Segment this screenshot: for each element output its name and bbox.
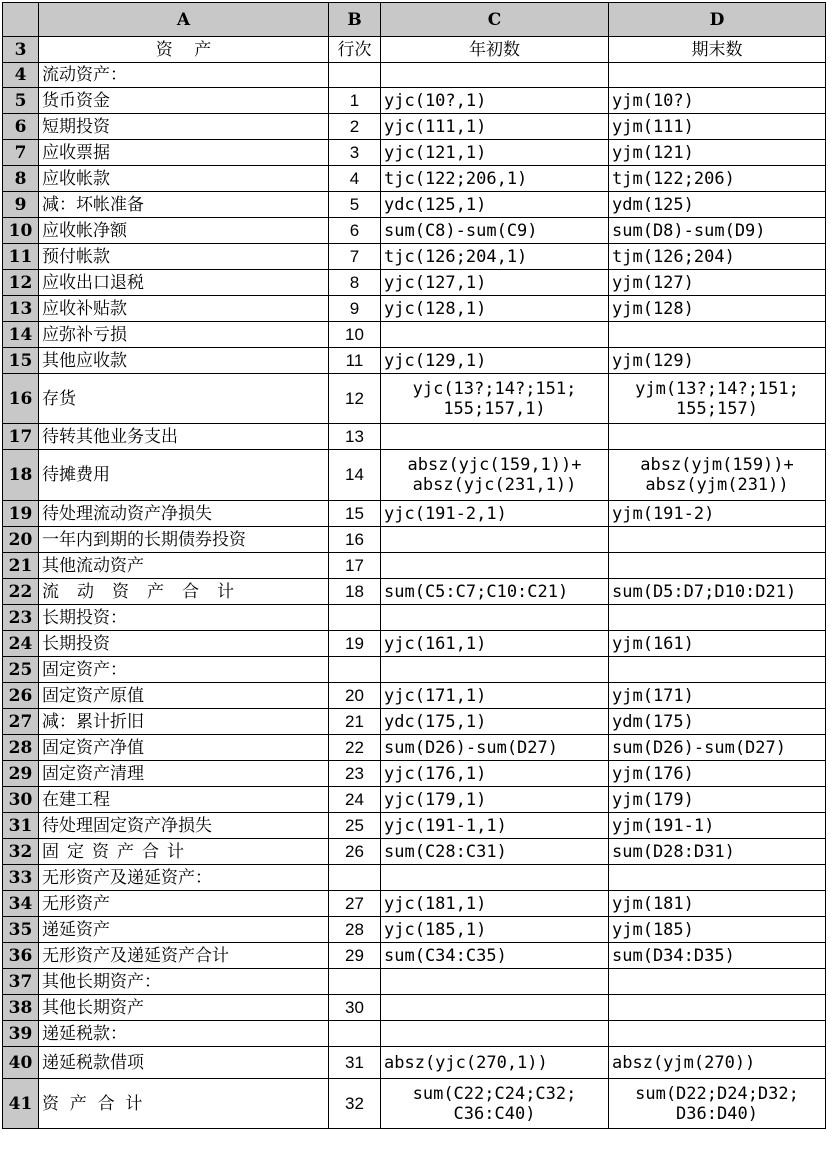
row-header[interactable]: 6: [3, 114, 39, 140]
cell-item-name[interactable]: 其他长期资产: [39, 995, 329, 1021]
cell-item-name[interactable]: 长期投资：: [39, 605, 329, 631]
cell-opening-balance[interactable]: [381, 1021, 609, 1047]
cell-opening-balance[interactable]: [381, 995, 609, 1021]
row-header[interactable]: 19: [3, 501, 39, 527]
cell-item-name[interactable]: 无形资产: [39, 891, 329, 917]
cell-line-number[interactable]: 13: [329, 424, 381, 450]
row-header[interactable]: 27: [3, 709, 39, 735]
table-row: [3, 424, 826, 450]
cell-closing-balance[interactable]: sum(D28:D31): [609, 839, 826, 865]
row-header[interactable]: 9: [3, 192, 39, 218]
cell-line-number[interactable]: 12: [329, 374, 381, 424]
cell-opening-balance[interactable]: yjc(171,1): [381, 683, 609, 709]
cell-item-name[interactable]: 固定资产合计: [39, 839, 329, 865]
table-row: [3, 1047, 826, 1079]
row-header[interactable]: 15: [3, 348, 39, 374]
select-all-corner[interactable]: [3, 3, 39, 37]
cell-line-number[interactable]: 24: [329, 787, 381, 813]
cell-line-number[interactable]: 28: [329, 917, 381, 943]
cell-closing-balance[interactable]: yjm(129): [609, 348, 826, 374]
table-row: [3, 244, 826, 270]
sheet-rows: [3, 37, 826, 1129]
cell-closing-balance[interactable]: ydm(175): [609, 709, 826, 735]
cell-line-number[interactable]: 7: [329, 244, 381, 270]
cell-line-number[interactable]: 29: [329, 943, 381, 969]
cell-line-number[interactable]: 1: [329, 88, 381, 114]
cell-closing-balance[interactable]: yjm(127): [609, 270, 826, 296]
row-header[interactable]: 5: [3, 88, 39, 114]
table-row: [3, 865, 826, 891]
cell-line-number[interactable]: 18: [329, 579, 381, 605]
cell-line-number[interactable]: 2: [329, 114, 381, 140]
cell-opening-balance[interactable]: [381, 527, 609, 553]
row-header[interactable]: 21: [3, 553, 39, 579]
column-header-a[interactable]: A: [39, 3, 329, 37]
cell-opening-balance[interactable]: yjc(129,1): [381, 348, 609, 374]
cell-item-name[interactable]: 应收帐净额: [39, 218, 329, 244]
cell-opening-balance[interactable]: [381, 657, 609, 683]
row-header[interactable]: 31: [3, 813, 39, 839]
cell-closing-balance[interactable]: [609, 63, 826, 88]
cell-line-number[interactable]: 6: [329, 218, 381, 244]
table-row: [3, 709, 826, 735]
table-row: [3, 296, 826, 322]
cell-opening-balance[interactable]: [381, 605, 609, 631]
table-row: [3, 322, 826, 348]
row-header[interactable]: 35: [3, 917, 39, 943]
cell-opening-balance[interactable]: yjc(191-1,1): [381, 813, 609, 839]
row-header[interactable]: 3: [3, 37, 39, 63]
table-row: [3, 631, 826, 657]
cell-opening-balance[interactable]: sum(C28:C31): [381, 839, 609, 865]
cell-line-number[interactable]: [329, 605, 381, 631]
cell-item-name[interactable]: 资 产 合 计: [39, 1079, 329, 1129]
cell-item-name[interactable]: 无形资产及递延资产合计: [39, 943, 329, 969]
cell-opening-balance[interactable]: yjc(161,1): [381, 631, 609, 657]
cell-closing-balance[interactable]: 期末数: [609, 37, 826, 63]
cell-item-name[interactable]: 待处理流动资产净损失: [39, 501, 329, 527]
table-row: [3, 995, 826, 1021]
row-header[interactable]: 4: [3, 63, 39, 88]
cell-closing-balance[interactable]: yjm(185): [609, 917, 826, 943]
cell-closing-balance[interactable]: tjm(122;206): [609, 166, 826, 192]
table-row: [3, 553, 826, 579]
cell-item-name[interactable]: 在建工程: [39, 787, 329, 813]
cell-item-name[interactable]: 递延税款：: [39, 1021, 329, 1047]
table-row: [3, 166, 826, 192]
cell-opening-balance[interactable]: yjc(181,1): [381, 891, 609, 917]
cell-item-name[interactable]: 货币资金: [39, 88, 329, 114]
row-header[interactable]: 16: [3, 374, 39, 424]
table-row: [3, 450, 826, 501]
cell-line-number[interactable]: 32: [329, 1079, 381, 1129]
cell-line-number[interactable]: 11: [329, 348, 381, 374]
cell-opening-balance[interactable]: yjc(179,1): [381, 787, 609, 813]
balance-sheet-grid: [2, 2, 826, 1129]
cell-item-name[interactable]: 固定资产原值: [39, 683, 329, 709]
table-row: [3, 917, 826, 943]
row-header[interactable]: 39: [3, 1021, 39, 1047]
cell-line-number[interactable]: 4: [329, 166, 381, 192]
table-row: [3, 891, 826, 917]
cell-line-number[interactable]: 22: [329, 735, 381, 761]
table-row: [3, 374, 826, 424]
cell-item-name[interactable]: 其他长期资产：: [39, 969, 329, 995]
row-header[interactable]: 13: [3, 296, 39, 322]
row-header[interactable]: 25: [3, 657, 39, 683]
table-row: [3, 969, 826, 995]
row-header[interactable]: 10: [3, 218, 39, 244]
cell-closing-balance[interactable]: [609, 527, 826, 553]
cell-line-number[interactable]: 20: [329, 683, 381, 709]
row-header[interactable]: 8: [3, 166, 39, 192]
cell-line-number[interactable]: 15: [329, 501, 381, 527]
cell-item-name[interactable]: 流动资产：: [39, 63, 329, 88]
cell-closing-balance[interactable]: [609, 1021, 826, 1047]
cell-opening-balance[interactable]: sum(C34:C35): [381, 943, 609, 969]
cell-item-name[interactable]: 递延税款借项: [39, 1047, 329, 1079]
cell-item-name[interactable]: 固定资产净值: [39, 735, 329, 761]
cell-closing-balance[interactable]: sum(D8)-sum(D9): [609, 218, 826, 244]
table-row: [3, 813, 826, 839]
cell-item-name[interactable]: 无形资产及递延资产：: [39, 865, 329, 891]
cell-line-number[interactable]: 16: [329, 527, 381, 553]
row-header[interactable]: 14: [3, 322, 39, 348]
cell-item-name[interactable]: 应收票据: [39, 140, 329, 166]
row-header[interactable]: 37: [3, 969, 39, 995]
row-header[interactable]: 12: [3, 270, 39, 296]
row-header[interactable]: 33: [3, 865, 39, 891]
cell-line-number[interactable]: 25: [329, 813, 381, 839]
cell-closing-balance[interactable]: sum(D26)-sum(D27): [609, 735, 826, 761]
cell-opening-balance[interactable]: yjc(111,1): [381, 114, 609, 140]
row-header[interactable]: 23: [3, 605, 39, 631]
cell-closing-balance[interactable]: yjm(13?;14?;151; 155;157): [609, 374, 826, 424]
cell-closing-balance[interactable]: sum(D34:D35): [609, 943, 826, 969]
table-row: [3, 761, 826, 787]
cell-item-name[interactable]: 固定资产清理: [39, 761, 329, 787]
cell-line-number[interactable]: 5: [329, 192, 381, 218]
cell-item-name[interactable]: 一年内到期的长期债券投资: [39, 527, 329, 553]
cell-line-number[interactable]: 23: [329, 761, 381, 787]
row-header[interactable]: 32: [3, 839, 39, 865]
cell-closing-balance[interactable]: yjm(128): [609, 296, 826, 322]
cell-opening-balance[interactable]: yjc(10?,1): [381, 88, 609, 114]
cell-closing-balance[interactable]: absz(yjm(159))+ absz(yjm(231)): [609, 450, 826, 501]
cell-closing-balance[interactable]: [609, 424, 826, 450]
cell-line-number[interactable]: [329, 865, 381, 891]
table-row: [3, 192, 826, 218]
cell-item-name[interactable]: 流动资产合计: [39, 579, 329, 605]
cell-opening-balance[interactable]: [381, 322, 609, 348]
cell-closing-balance[interactable]: yjm(191-2): [609, 501, 826, 527]
table-row: [3, 943, 826, 969]
cell-opening-balance[interactable]: ydc(125,1): [381, 192, 609, 218]
table-row: [3, 218, 826, 244]
row-header[interactable]: 34: [3, 891, 39, 917]
cell-line-number[interactable]: 31: [329, 1047, 381, 1079]
table-row: [3, 787, 826, 813]
table-row: [3, 735, 826, 761]
cell-closing-balance[interactable]: yjm(179): [609, 787, 826, 813]
cell-item-name[interactable]: 固定资产：: [39, 657, 329, 683]
cell-opening-balance[interactable]: absz(yjc(159,1))+ absz(yjc(231,1)): [381, 450, 609, 501]
cell-opening-balance[interactable]: 年初数: [381, 37, 609, 63]
cell-line-number[interactable]: 19: [329, 631, 381, 657]
cell-item-name[interactable]: 应收出口退税: [39, 270, 329, 296]
table-row: [3, 501, 826, 527]
table-row: [3, 88, 826, 114]
table-row: [3, 37, 826, 63]
cell-item-name[interactable]: 其他流动资产: [39, 553, 329, 579]
row-header[interactable]: 22: [3, 579, 39, 605]
row-header[interactable]: 18: [3, 450, 39, 501]
cell-line-number[interactable]: 行次: [329, 37, 381, 63]
cell-line-number[interactable]: 21: [329, 709, 381, 735]
cell-line-number[interactable]: [329, 657, 381, 683]
cell-opening-balance[interactable]: [381, 63, 609, 88]
cell-opening-balance[interactable]: yjc(176,1): [381, 761, 609, 787]
row-header[interactable]: 29: [3, 761, 39, 787]
table-row: [3, 1079, 826, 1129]
row-header[interactable]: 30: [3, 787, 39, 813]
table-row: [3, 348, 826, 374]
cell-line-number[interactable]: 9: [329, 296, 381, 322]
row-header[interactable]: 38: [3, 995, 39, 1021]
cell-closing-balance[interactable]: [609, 865, 826, 891]
cell-line-number[interactable]: 10: [329, 322, 381, 348]
cell-item-name[interactable]: 预付帐款: [39, 244, 329, 270]
cell-opening-balance[interactable]: ydc(175,1): [381, 709, 609, 735]
column-header-c[interactable]: C: [381, 3, 609, 37]
table-row: [3, 683, 826, 709]
cell-opening-balance[interactable]: sum(C5:C7;C10:C21): [381, 579, 609, 605]
row-header[interactable]: 40: [3, 1047, 39, 1079]
table-row: [3, 657, 826, 683]
cell-closing-balance[interactable]: yjm(191-1): [609, 813, 826, 839]
row-header[interactable]: 7: [3, 140, 39, 166]
cell-opening-balance[interactable]: yjc(185,1): [381, 917, 609, 943]
cell-line-number[interactable]: [329, 63, 381, 88]
cell-opening-balance[interactable]: absz(yjc(270,1)): [381, 1047, 609, 1079]
cell-opening-balance[interactable]: yjc(121,1): [381, 140, 609, 166]
cell-line-number[interactable]: 17: [329, 553, 381, 579]
cell-item-name[interactable]: 长期投资: [39, 631, 329, 657]
cell-opening-balance[interactable]: [381, 553, 609, 579]
cell-closing-balance[interactable]: sum(D5:D7;D10:D21): [609, 579, 826, 605]
cell-closing-balance[interactable]: yjm(181): [609, 891, 826, 917]
table-row: [3, 1021, 826, 1047]
row-header[interactable]: 11: [3, 244, 39, 270]
cell-line-number[interactable]: [329, 1021, 381, 1047]
cell-closing-balance[interactable]: yjm(10?): [609, 88, 826, 114]
row-header[interactable]: 17: [3, 424, 39, 450]
cell-closing-balance[interactable]: ydm(125): [609, 192, 826, 218]
cell-opening-balance[interactable]: yjc(13?;14?;151; 155;157,1): [381, 374, 609, 424]
cell-opening-balance[interactable]: [381, 424, 609, 450]
table-row: [3, 270, 826, 296]
cell-line-number[interactable]: 27: [329, 891, 381, 917]
cell-item-name[interactable]: 应收帐款: [39, 166, 329, 192]
cell-closing-balance[interactable]: yjm(176): [609, 761, 826, 787]
table-row: [3, 579, 826, 605]
table-row: [3, 114, 826, 140]
table-row: [3, 839, 826, 865]
cell-line-number[interactable]: 8: [329, 270, 381, 296]
cell-item-name[interactable]: 资 产: [39, 37, 329, 63]
cell-line-number[interactable]: 26: [329, 839, 381, 865]
cell-item-name[interactable]: 应收补贴款: [39, 296, 329, 322]
cell-closing-balance[interactable]: tjm(126;204): [609, 244, 826, 270]
row-header[interactable]: 41: [3, 1079, 39, 1129]
cell-opening-balance[interactable]: sum(D26)-sum(D27): [381, 735, 609, 761]
cell-item-name[interactable]: 减：坏帐准备: [39, 192, 329, 218]
row-header[interactable]: 24: [3, 631, 39, 657]
cell-closing-balance[interactable]: yjm(161): [609, 631, 826, 657]
row-header[interactable]: 36: [3, 943, 39, 969]
cell-closing-balance[interactable]: absz(yjm(270)): [609, 1047, 826, 1079]
cell-opening-balance[interactable]: [381, 865, 609, 891]
table-row: [3, 527, 826, 553]
cell-line-number[interactable]: 3: [329, 140, 381, 166]
table-row: [3, 63, 826, 88]
cell-closing-balance[interactable]: [609, 553, 826, 579]
cell-item-name[interactable]: 递延资产: [39, 917, 329, 943]
cell-item-name[interactable]: 其他应收款: [39, 348, 329, 374]
cell-opening-balance[interactable]: sum(C22;C24;C32; C36:C40): [381, 1079, 609, 1129]
cell-item-name[interactable]: 待转其他业务支出: [39, 424, 329, 450]
cell-closing-balance[interactable]: yjm(171): [609, 683, 826, 709]
cell-closing-balance[interactable]: sum(D22;D24;D32; D36:D40): [609, 1079, 826, 1129]
cell-opening-balance[interactable]: tjc(126;204,1): [381, 244, 609, 270]
cell-item-name[interactable]: 待摊费用: [39, 450, 329, 501]
cell-opening-balance[interactable]: tjc(122;206,1): [381, 166, 609, 192]
cell-closing-balance[interactable]: yjm(121): [609, 140, 826, 166]
cell-opening-balance[interactable]: yjc(127,1): [381, 270, 609, 296]
cell-closing-balance[interactable]: [609, 322, 826, 348]
cell-item-name[interactable]: 减：累计折旧: [39, 709, 329, 735]
table-row: [3, 140, 826, 166]
cell-closing-balance[interactable]: [609, 969, 826, 995]
cell-item-name[interactable]: 待处理固定资产净损失: [39, 813, 329, 839]
cell-opening-balance[interactable]: sum(C8)-sum(C9): [381, 218, 609, 244]
cell-line-number[interactable]: [329, 969, 381, 995]
cell-opening-balance[interactable]: [381, 969, 609, 995]
row-header[interactable]: 20: [3, 527, 39, 553]
column-header-d[interactable]: D: [609, 3, 826, 37]
cell-item-name[interactable]: 应弥补亏损: [39, 322, 329, 348]
cell-item-name[interactable]: 短期投资: [39, 114, 329, 140]
row-header[interactable]: 28: [3, 735, 39, 761]
cell-item-name[interactable]: 存货: [39, 374, 329, 424]
cell-closing-balance[interactable]: yjm(111): [609, 114, 826, 140]
table-row: [3, 605, 826, 631]
column-header-b[interactable]: B: [329, 3, 381, 37]
cell-closing-balance[interactable]: [609, 605, 826, 631]
cell-line-number[interactable]: 30: [329, 995, 381, 1021]
cell-closing-balance[interactable]: [609, 995, 826, 1021]
cell-opening-balance[interactable]: yjc(191-2,1): [381, 501, 609, 527]
cell-closing-balance[interactable]: [609, 657, 826, 683]
row-header[interactable]: 26: [3, 683, 39, 709]
cell-line-number[interactable]: 14: [329, 450, 381, 501]
cell-opening-balance[interactable]: yjc(128,1): [381, 296, 609, 322]
